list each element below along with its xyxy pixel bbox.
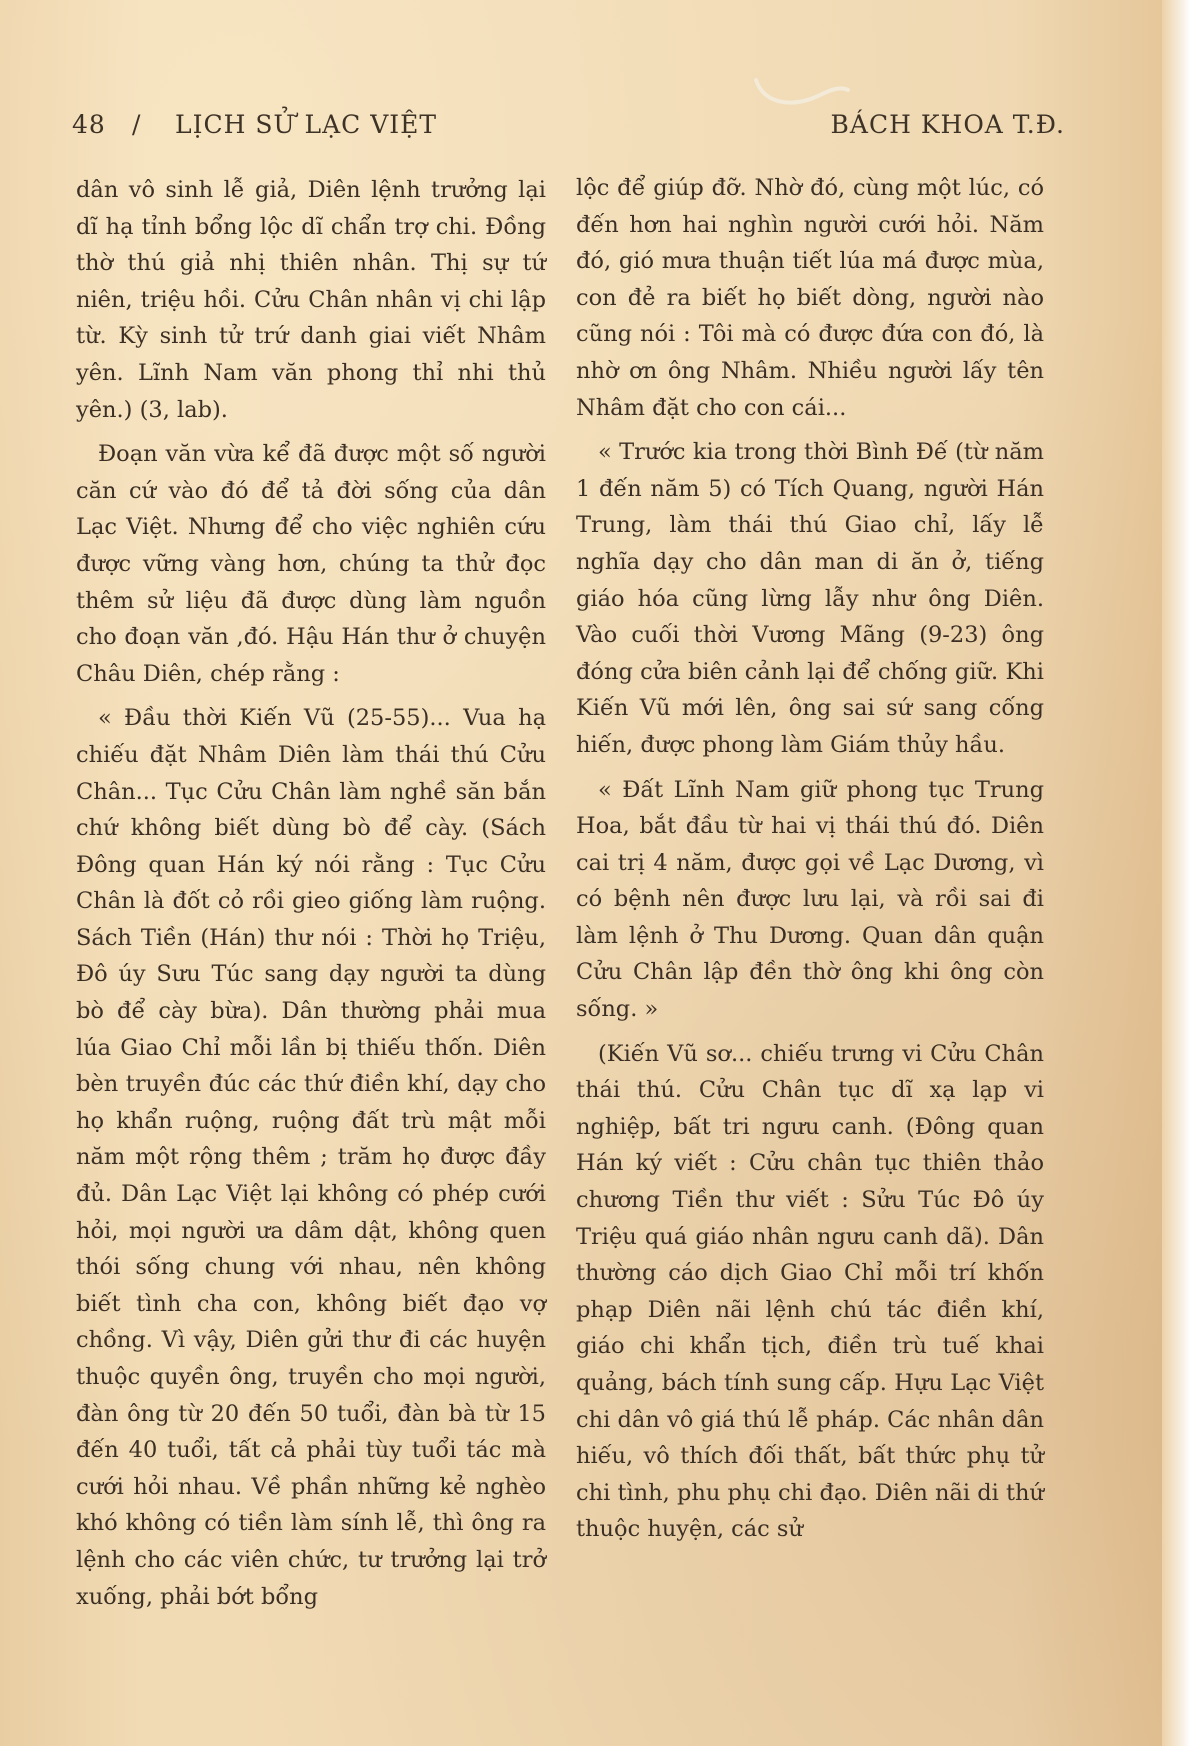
paragraph: « Trước kia trong thời Bình Đế (từ năm 1 đến năm 5) có Tích Quang, người Hán Trung, làm thái thú Giao chỉ, lấy lễ nghĩa dạy cho dân man di ăn ở, tiếng giáo hóa cũng lừng lẫy như ông Diên. Vào cuối thời Vương Mãng (9-23) ông đóng cửa biên cảnh lại để chống giữ. Khi Kiến Vũ mới lên, ông sai sứ sang cống hiến, được phong làm Giám thủy hầu.	[576, 439, 1044, 758]
running-header	[72, 110, 1065, 150]
page-number: 48	[72, 110, 106, 139]
right-text-column	[576, 170, 1044, 1548]
torn-page-edge	[1162, 0, 1190, 1746]
left-text-column	[76, 172, 546, 1615]
paragraph: « Đất Lĩnh Nam giữ phong tục Trung Hoa, bắt đầu từ hai vị thái thú đó. Diên cai trị 4 năm, được gọi về Lạc Dương, vì có bệnh nên được lưu lại, và rồi sai đi làm lệnh ở Thu Dương. Quan dân quận Cửu Chân lập đền thờ ông khi ông còn sống. »	[576, 776, 1044, 1023]
paragraph: dân vô sinh lễ giả, Diên lệnh trưởng lại dĩ hạ tỉnh bổng lộc dĩ chẩn trợ chi. Đồng thờ thú giả nhị thiên nhân. Thị sự tứ niên, triệu hồi. Cửu Chân nhân vị chi lập từ. Kỳ sinh tử trứ danh giai viết Nhâm yên. Lĩnh Nam văn phong thỉ nhi thủ yên.) (3, lab).	[76, 177, 546, 423]
header-separator: /	[132, 110, 142, 139]
pen-scribble-mark	[752, 74, 852, 114]
volume-title: BÁCH KHOA T.Đ.	[830, 110, 1065, 139]
paragraph: (Kiến Vũ sơ... chiếu trưng vi Cửu Chân thái thú. Cửu Chân tục dĩ xạ lạp vi nghiệp, bất tri ngưu canh. (Đông quan Hán ký viết : Cửu chân tục thiên thảo chương Tiền thư viết : Sửu Túc Đô úy Triệu quá giáo nhân ngưu canh dã). Dân thường cáo dịch Giao Chỉ mỗi trí khốn phạp Diên nãi lệnh chú tác điền khí, giáo chi khẩn tịch, điền trù tuế khai quảng, bách tính sung cấp. Hựu Lạc Việt chi dân vô giá thú lễ pháp. Các nhân dân hiếu, vô thích đối thất, bất thức phụ tử chi tình, phu phụ chi đạo. Diên nãi di thứ thuộc huyện, các sử	[576, 1040, 1044, 1543]
paragraph: Đoạn văn vừa kể đã được một số người căn cứ vào đó để tả đời sống của dân Lạc Việt. Nhưng để cho việc nghiên cứu được vững vàng hơn, chúng ta thử đọc thêm sử liệu đã được dùng làm nguồn cho đoạn văn ,đó. Hậu Hán thư ở chuyện Châu Diên, chép rằng :	[76, 441, 546, 687]
book-title: LỊCH SỬ LẠC VIỆT	[175, 110, 438, 139]
paragraph: lộc để giúp đỡ. Nhờ đó, cùng một lúc, có đến hơn hai nghìn người cưới hỏi. Năm đó, gió mưa thuận tiết lúa má được mùa, con đẻ ra biết họ biết dòng, người nào cũng nói : Tôi mà có được đứa con đó, là nhờ ơn ông Nhâm. Nhiều người lấy tên Nhâm đặt cho con cái...	[576, 175, 1044, 421]
paragraph: « Đầu thời Kiến Vũ (25-55)... Vua hạ chiếu đặt Nhâm Diên làm thái thú Cửu Chân... Tục Cửu Chân làm nghề săn bắn chứ không biết dùng bò để cày. (Sách Đông quan Hán ký nói rằng : Tục Cửu Chân là đốt cỏ rồi gieo giống làm ruộng. Sách Tiền (Hán) thư nói : Thời họ Triệu, Đô úy Sưu Túc sang dạy người ta dùng bò để cày bừa). Dân thường phải mua lúa Giao Chỉ mỗi lần bị thiếu thốn. Diên bèn truyền đúc các thứ điền khí, dạy cho họ khẩn ruộng, ruộng đất trù mật mỗi năm một rộng thêm ; trăm họ được đầy đủ. Dân Lạc Việt lại không có phép cưới hỏi, mọi người ưa dâm dật, không quen thói sống chung với nhau, nên không biết tình cha con, không biết đạo vợ chồng. Vì vậy, Diên gửi thư đi các huyện thuộc quyền ông, truyền cho mọi người, đàn ông từ 20 đến 50 tuổi, đàn bà từ 15 đến 40 tuổi, tất cả phải tùy tuổi tác mà cưới hỏi nhau. Về phần những kẻ nghèo khó không có tiền làm sính lễ, thì ông ra lệnh cho các viên chức, tư trưởng lại trở xuống, phải bớt bổng	[76, 705, 546, 1610]
